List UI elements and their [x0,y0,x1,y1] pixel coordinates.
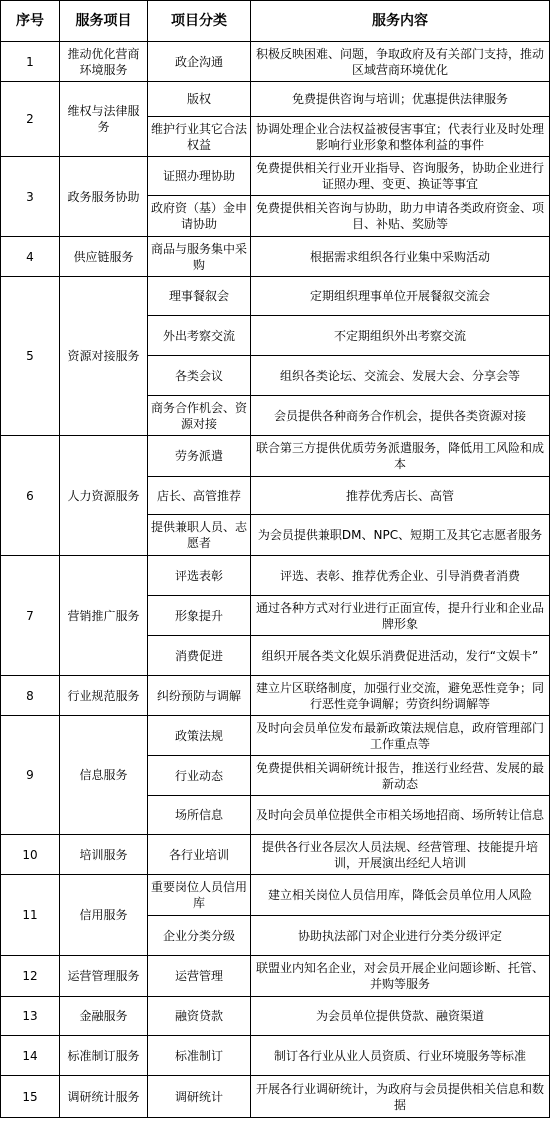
service-content: 开展各行业调研统计，为政府与会员提供相关信息和数据 [251,1076,550,1118]
row-number: 11 [1,875,60,956]
project-category: 消费促进 [148,636,251,676]
project-category: 运营管理 [148,956,251,997]
row-number: 15 [1,1076,60,1118]
table-row [1,82,550,117]
project-category: 政策法规 [148,716,251,756]
service-item: 运营管理服务 [60,956,148,997]
table-row [1,157,550,196]
table-row [1,875,550,916]
service-content: 建立相关岗位人员信用库，降低会员单位用人风险 [251,875,550,916]
service-item: 维权与法律服务 [60,82,148,157]
row-number: 6 [1,436,60,556]
table-row [1,997,550,1036]
header-content: 服务内容 [251,1,550,42]
service-content: 提供各行业各层次人员法规、经营管理、技能提升培训，开展演出经纪人培训 [251,835,550,875]
table-body [1,42,550,1118]
header-number: 序号 [1,1,60,42]
project-category: 评选表彰 [148,556,251,596]
project-category: 理事餐叙会 [148,277,251,316]
service-content: 不定期组织外出考察交流 [251,316,550,356]
row-number: 5 [1,277,60,436]
service-item: 营销推广服务 [60,556,148,676]
service-content: 根据需求组织各行业集中采购活动 [251,237,550,277]
row-number: 12 [1,956,60,997]
project-category: 商务合作机会、资源对接 [148,396,251,436]
row-number: 7 [1,556,60,676]
project-category: 政府资（基）金申请协助 [148,196,251,237]
header-category: 项目分类 [148,1,251,42]
service-item: 培训服务 [60,835,148,875]
project-category: 企业分类分级 [148,916,251,956]
row-number: 10 [1,835,60,875]
project-category: 融资贷款 [148,997,251,1036]
table-row [1,277,550,316]
service-content: 联盟业内知名企业，对会员开展企业问题诊断、托管、并购等服务 [251,956,550,997]
table-row [1,716,550,756]
project-category: 维护行业其它合法权益 [148,117,251,157]
service-content: 联合第三方提供优质劳务派遣服务，降低用工风险和成本 [251,436,550,477]
table-row [1,556,550,596]
project-category: 重要岗位人员信用库 [148,875,251,916]
header-service: 服务项目 [60,1,148,42]
service-content: 组织开展各类文化娱乐消费促进活动，发行“文娱卡” [251,636,550,676]
project-category: 调研统计 [148,1076,251,1118]
service-content: 协调处理企业合法权益被侵害事宜；代表行业及时处理影响行业形象和整体利益的事件 [251,117,550,157]
project-category: 各行业培训 [148,835,251,875]
service-content: 为会员单位提供贷款、融资渠道 [251,997,550,1036]
row-number: 1 [1,42,60,82]
project-category: 外出考察交流 [148,316,251,356]
project-category: 政企沟通 [148,42,251,82]
project-category: 场所信息 [148,796,251,835]
service-content: 组织各类论坛、交流会、发展大会、分享会等 [251,356,550,396]
table-row [1,956,550,997]
service-item: 金融服务 [60,997,148,1036]
row-number: 14 [1,1036,60,1076]
service-item: 供应链服务 [60,237,148,277]
project-category: 提供兼职人员、志愿者 [148,515,251,556]
service-content: 免费提供相关调研统计报告，推送行业经营、发展的最新动态 [251,756,550,796]
row-number: 2 [1,82,60,157]
service-content: 免费提供咨询与培训；优惠提供法律服务 [251,82,550,117]
service-content: 及时向会员单位发布最新政策法规信息，政府管理部门工作重点等 [251,716,550,756]
service-content: 建立片区联络制度，加强行业交流，避免恶性竞争；同行恶性竞争调解；劳资纠纷调解等 [251,676,550,716]
service-content: 免费提供相关行业开业指导、咨询服务，协助企业进行证照办理、变更、换证等事宜 [251,157,550,196]
service-content: 推荐优秀店长、高管 [251,477,550,515]
table-row [1,835,550,875]
project-category: 行业动态 [148,756,251,796]
service-item: 政务服务协助 [60,157,148,237]
project-category: 标准制订 [148,1036,251,1076]
project-category: 商品与服务集中采购 [148,237,251,277]
service-content: 通过各种方式对行业进行正面宣传，提升行业和企业品牌形象 [251,596,550,636]
project-category: 店长、高管推荐 [148,477,251,515]
service-item: 信息服务 [60,716,148,835]
service-item: 推动优化营商环境服务 [60,42,148,82]
project-category: 各类会议 [148,356,251,396]
row-number: 4 [1,237,60,277]
table-row [1,237,550,277]
table-row [1,42,550,82]
row-number: 9 [1,716,60,835]
service-content: 会员提供各种商务合作机会，提供各类资源对接 [251,396,550,436]
project-category: 版权 [148,82,251,117]
project-category: 形象提升 [148,596,251,636]
table-row [1,1076,550,1118]
service-content: 免费提供相关咨询与协助，助力申请各类政府资金、项目、补贴、奖励等 [251,196,550,237]
table-row [1,1036,550,1076]
service-item: 调研统计服务 [60,1076,148,1118]
service-content: 及时向会员单位提供全市相关场地招商、场所转让信息 [251,796,550,835]
table-row [1,436,550,477]
service-item: 标准制订服务 [60,1036,148,1076]
row-number: 13 [1,997,60,1036]
project-category: 劳务派遣 [148,436,251,477]
service-content: 积极反映困难、问题，争取政府及有关部门支持，推动区域营商环境优化 [251,42,550,82]
row-number: 8 [1,676,60,716]
project-category: 纠纷预防与调解 [148,676,251,716]
service-content: 制订各行业从业人员资质、行业环境服务等标准 [251,1036,550,1076]
service-item: 行业规范服务 [60,676,148,716]
service-content: 协助执法部门对企业进行分类分级评定 [251,916,550,956]
project-category: 证照办理协助 [148,157,251,196]
service-item: 人力资源服务 [60,436,148,556]
service-content: 为会员提供兼职DM、NPC、短期工及其它志愿者服务 [251,515,550,556]
service-item: 资源对接服务 [60,277,148,436]
row-number: 3 [1,157,60,237]
service-content: 定期组织理事单位开展餐叙交流会 [251,277,550,316]
service-content: 评选、表彰、推荐优秀企业、引导消费者消费 [251,556,550,596]
table-row [1,676,550,716]
header-row [1,1,550,42]
service-item: 信用服务 [60,875,148,956]
